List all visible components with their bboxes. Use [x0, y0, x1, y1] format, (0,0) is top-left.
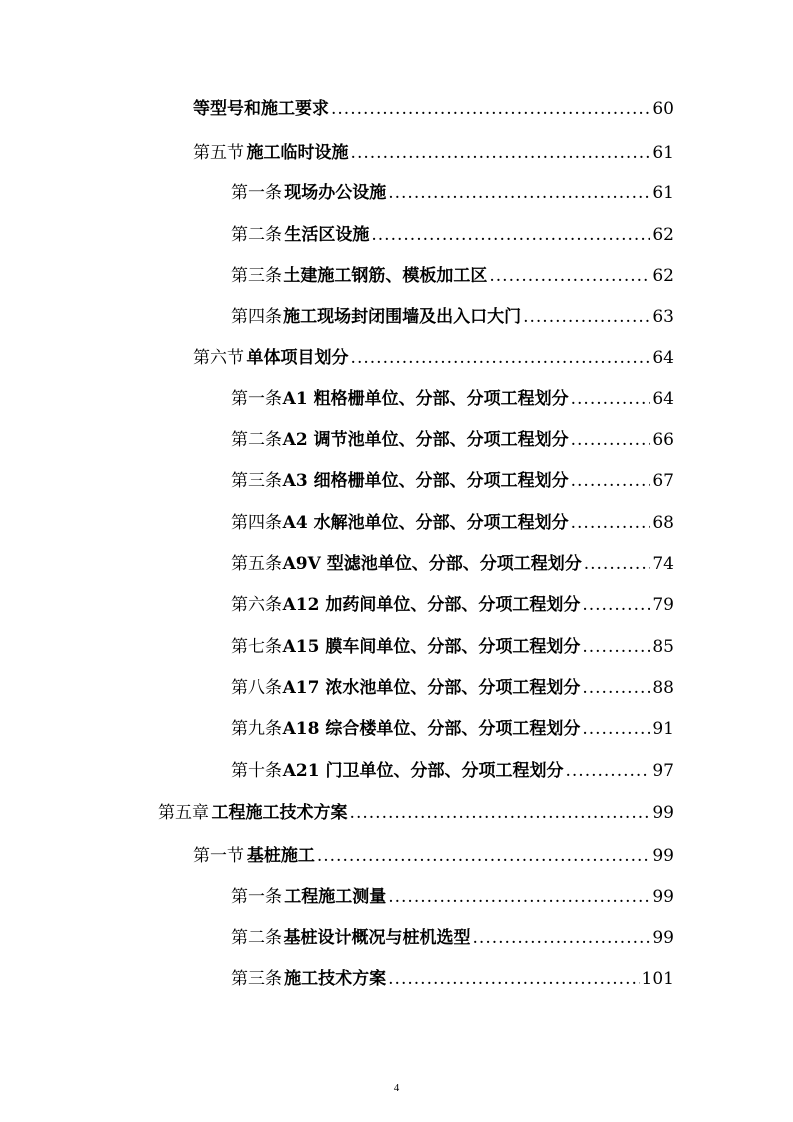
toc-leader-dots — [571, 427, 651, 453]
toc-entry-page: 67 — [652, 471, 674, 491]
toc-leader-dots — [388, 180, 650, 206]
toc-entry-title: 基桩设计概况与桩机选型 — [283, 928, 471, 948]
toc-entry-page: 61 — [652, 143, 674, 163]
toc-entry-page: 66 — [652, 430, 674, 450]
toc-entry-page: 60 — [652, 99, 674, 119]
toc-entry[interactable] — [193, 345, 674, 371]
toc-entry-number: 第七条 — [231, 637, 282, 657]
toc-entry-number: 第四条 — [231, 513, 282, 533]
toc-entry-title: 施工临时设施 — [246, 143, 349, 163]
toc-entry-title: A9V 型滤池单位、分部、分项工程划分 — [282, 554, 582, 574]
toc-entry[interactable] — [231, 634, 674, 660]
toc-entry-title: A12 加药间单位、分部、分项工程划分 — [282, 595, 581, 615]
toc-entry-number: 第一节 — [193, 846, 244, 866]
toc-entry-title: 土建施工钢筋、模板加工区 — [283, 266, 488, 286]
toc-entry-title: 施工技术方案 — [284, 969, 387, 989]
toc-leader-dots — [584, 551, 651, 577]
toc-entry-title: A1 粗格栅单位、分部、分项工程划分 — [282, 389, 569, 409]
toc-entry-page: 91 — [652, 719, 674, 739]
toc-entry-page: 99 — [652, 928, 674, 948]
toc-leader-dots — [317, 843, 651, 869]
toc-entry-number: 第一条 — [231, 183, 282, 203]
toc-leader-dots — [523, 304, 650, 330]
toc-entry-page: 99 — [652, 803, 674, 823]
toc-entry[interactable] — [231, 592, 674, 618]
toc-entry[interactable] — [231, 716, 674, 742]
toc-entry-number: 第三条 — [231, 969, 282, 989]
toc-entry-page: 85 — [652, 637, 674, 657]
toc-entry[interactable] — [231, 510, 674, 536]
toc-entry-page: 62 — [652, 266, 674, 286]
toc-leader-dots — [571, 510, 651, 536]
toc-leader-dots — [473, 925, 651, 951]
toc-entry[interactable] — [231, 758, 674, 784]
toc-leader-dots — [351, 140, 651, 166]
toc-leader-dots — [571, 386, 651, 412]
toc-entry-page: 99 — [652, 887, 674, 907]
toc-entry-page: 61 — [652, 183, 674, 203]
toc-entry-title: 工程施工测量 — [284, 887, 387, 907]
toc-entry-title: 单体项目划分 — [246, 348, 349, 368]
toc-entry-number: 第一条 — [231, 389, 282, 409]
toc-entry-number: 第五条 — [231, 554, 282, 574]
toc-leader-dots — [582, 716, 650, 742]
toc-entry-title: A21 门卫单位、分部、分项工程划分 — [282, 761, 564, 781]
toc-entry-number: 第五节 — [193, 143, 244, 163]
toc-entry-number: 第三条 — [231, 471, 282, 491]
toc-leader-dots — [351, 345, 651, 371]
toc-entry-number: 第二条 — [231, 430, 282, 450]
toc-entry[interactable] — [231, 551, 674, 577]
toc-entry-page: 63 — [652, 307, 674, 327]
toc-leader-dots — [571, 468, 651, 494]
toc-entry-number: 第二条 — [231, 928, 282, 948]
toc-entry-number: 第三条 — [231, 266, 282, 286]
toc-entry[interactable] — [231, 966, 674, 992]
toc-entry-page: 88 — [652, 678, 674, 698]
toc-entry-number: 第六条 — [231, 595, 282, 615]
toc-entry[interactable] — [193, 96, 674, 122]
toc-entry-title: 工程施工技术方案 — [211, 803, 348, 823]
toc-entry[interactable] — [231, 884, 674, 910]
toc-entry[interactable] — [193, 843, 674, 869]
toc-entry-number: 第八条 — [231, 678, 282, 698]
toc-leader-dots — [331, 96, 650, 122]
toc-entry-page: 68 — [652, 513, 674, 533]
toc-entry[interactable] — [193, 140, 674, 166]
toc-entry-title: 生活区设施 — [284, 225, 370, 245]
toc-entry[interactable] — [231, 222, 674, 248]
toc-leader-dots — [565, 758, 650, 784]
toc-leader-dots — [582, 675, 650, 701]
toc-entry-number: 第一条 — [231, 887, 282, 907]
toc-entry[interactable] — [231, 675, 674, 701]
toc-entry-number: 第六节 — [193, 348, 244, 368]
toc-entry-page: 64 — [652, 348, 674, 368]
toc-entry[interactable] — [231, 468, 674, 494]
toc-entry-title: A15 膜车间单位、分部、分项工程划分 — [282, 637, 581, 657]
toc-entry-number: 第四条 — [231, 307, 282, 327]
toc-entry[interactable] — [231, 427, 674, 453]
toc-entry-number: 第五章 — [158, 803, 209, 823]
toc-leader-dots — [489, 263, 650, 289]
toc-leader-dots — [371, 222, 650, 248]
toc-entry-number: 第十条 — [231, 761, 282, 781]
toc-entry-title: 施工现场封闭围墙及出入口大门 — [283, 307, 522, 327]
toc-entry[interactable] — [231, 925, 674, 951]
toc-entry-title: A17 浓水池单位、分部、分项工程划分 — [282, 678, 581, 698]
toc-entry-number: 第二条 — [231, 225, 282, 245]
toc-entry-page: 64 — [652, 389, 674, 409]
toc-entry[interactable] — [231, 263, 674, 289]
toc-entry-page: 97 — [652, 761, 674, 781]
toc-entry-title: 等型号和施工要求 — [193, 99, 329, 119]
toc-entry[interactable] — [231, 304, 674, 330]
toc-entry-page: 74 — [652, 554, 674, 574]
toc-leader-dots — [350, 800, 651, 826]
toc-leader-dots — [388, 966, 639, 992]
toc-entry-title: 基桩施工 — [246, 846, 315, 866]
toc-leader-dots — [582, 592, 650, 618]
toc-entry[interactable] — [231, 386, 674, 412]
toc-entry-number: 第九条 — [231, 719, 282, 739]
toc-entry-title: A3 细格栅单位、分部、分项工程划分 — [282, 471, 569, 491]
toc-entry-page: 79 — [652, 595, 674, 615]
toc-entry[interactable] — [231, 180, 674, 206]
toc-entry-page: 99 — [652, 846, 674, 866]
toc-leader-dots — [582, 634, 650, 660]
toc-entry-title: A2 调节池单位、分部、分项工程划分 — [282, 430, 569, 450]
toc-entry-title: 现场办公设施 — [284, 183, 387, 203]
toc-entry-title: A18 综合楼单位、分部、分项工程划分 — [282, 719, 581, 739]
toc-entry[interactable] — [158, 800, 674, 826]
page-number: 4 — [393, 1082, 400, 1094]
toc-entry-title: A4 水解池单位、分部、分项工程划分 — [282, 513, 569, 533]
toc-leader-dots — [388, 884, 650, 910]
toc-entry-page: 62 — [652, 225, 674, 245]
toc-entry-page: 101 — [641, 969, 674, 989]
